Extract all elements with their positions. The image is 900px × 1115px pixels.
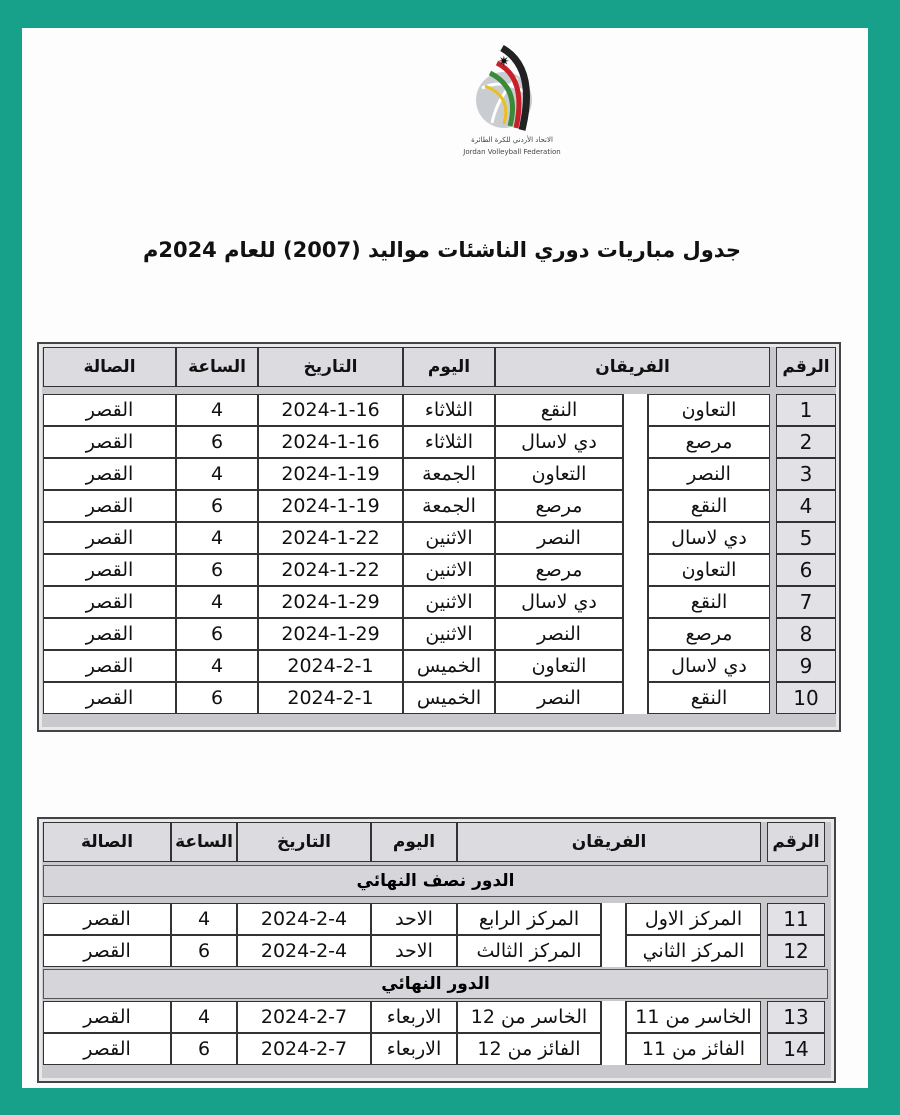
header-time: الساعة (176, 347, 258, 387)
cell-team2: الفائز من 12 (457, 1033, 601, 1065)
cell-time: 6 (176, 490, 258, 522)
cell-day: الثلاثاء (403, 394, 495, 426)
table-row (43, 490, 836, 522)
header-teams: الفريقان (457, 822, 761, 862)
cell-time: 4 (176, 394, 258, 426)
cell-number: 10 (776, 682, 836, 714)
cell-number: 12 (767, 935, 825, 967)
cell-hall: القصر (43, 903, 171, 935)
cell-team1: التعاون (648, 394, 770, 426)
cell-date: 2024-1-22 (258, 554, 403, 586)
cell-team1: الخاسر من 11 (626, 1001, 761, 1033)
team-separator (623, 586, 648, 618)
svg-text:✷: ✷ (498, 54, 510, 70)
cell-hall: القصر (43, 1001, 171, 1033)
cell-team2: دي لاسال (495, 586, 623, 618)
cell-date: 2024-2-4 (237, 903, 371, 935)
cell-time: 6 (176, 554, 258, 586)
header-day: اليوم (371, 822, 457, 862)
cell-date: 2024-1-19 (258, 490, 403, 522)
cell-date: 2024-2-7 (237, 1033, 371, 1065)
table-row (43, 935, 825, 967)
cell-team2: المركز الثالث (457, 935, 601, 967)
team-separator (623, 426, 648, 458)
final-section-label: الدور النهائي (43, 969, 828, 999)
cell-day: الاثنين (403, 586, 495, 618)
cell-team1: مرصع (648, 618, 770, 650)
cell-date: 2024-2-4 (237, 935, 371, 967)
cell-day: الاربعاء (371, 1033, 457, 1065)
cell-date: 2024-1-22 (258, 522, 403, 554)
cell-day: الاحد (371, 935, 457, 967)
header-hall: الصالة (43, 347, 176, 387)
cell-hall: القصر (43, 458, 176, 490)
header-date: التاريخ (237, 822, 371, 862)
team-separator (623, 618, 648, 650)
cell-number: 2 (776, 426, 836, 458)
cell-number: 8 (776, 618, 836, 650)
cell-date: 2024-1-29 (258, 618, 403, 650)
logo-text-english: Jordan Volleyball Federation (463, 148, 561, 156)
header-day: اليوم (403, 347, 495, 387)
cell-hall: القصر (43, 554, 176, 586)
cell-day: الثلاثاء (403, 426, 495, 458)
page-title: جدول مباريات دوري الناشئات مواليد (2007) للعام 2024م (142, 238, 742, 262)
table-row (43, 426, 836, 458)
table-row (43, 1001, 825, 1033)
cell-team1: الفائز من 11 (626, 1033, 761, 1065)
cell-number: 6 (776, 554, 836, 586)
cell-time: 6 (171, 1033, 237, 1065)
cell-date: 2024-2-7 (237, 1001, 371, 1033)
table-header-row (43, 822, 825, 862)
cell-team1: المركز الاول (626, 903, 761, 935)
cell-number: 14 (767, 1033, 825, 1065)
cell-day: الجمعة (403, 490, 495, 522)
volleyball-logo-icon (442, 38, 582, 133)
cell-team2: مرصع (495, 490, 623, 522)
team-separator (601, 935, 626, 967)
team-separator (601, 1001, 626, 1033)
cell-team2: التعاون (495, 458, 623, 490)
cell-number: 5 (776, 522, 836, 554)
cell-number: 7 (776, 586, 836, 618)
table-row (43, 682, 836, 714)
table-row (43, 1033, 825, 1065)
cell-team2: الخاسر من 12 (457, 1001, 601, 1033)
cell-day: الجمعة (403, 458, 495, 490)
cell-time: 6 (176, 682, 258, 714)
federation-logo (442, 38, 582, 163)
cell-day: الاربعاء (371, 1001, 457, 1033)
cell-number: 11 (767, 903, 825, 935)
cell-day: الاثنين (403, 554, 495, 586)
cell-team1: دي لاسال (648, 650, 770, 682)
cell-team1: النصر (648, 458, 770, 490)
cell-hall: القصر (43, 1033, 171, 1065)
table-row (43, 586, 836, 618)
cell-time: 4 (176, 522, 258, 554)
cell-number: 4 (776, 490, 836, 522)
cell-date: 2024-2-1 (258, 650, 403, 682)
header-teams: الفريقان (495, 347, 770, 387)
cell-day: الاثنين (403, 522, 495, 554)
logo-text-arabic: الاتحاد الأردني للكرة الطائرة (471, 136, 553, 144)
table-row (43, 458, 836, 490)
cell-number: 3 (776, 458, 836, 490)
cell-day: الاثنين (403, 618, 495, 650)
header-number: الرقم (767, 822, 825, 862)
cell-time: 6 (176, 426, 258, 458)
cell-hall: القصر (43, 394, 176, 426)
cell-team1: المركز الثاني (626, 935, 761, 967)
cell-number: 1 (776, 394, 836, 426)
header-hall: الصالة (43, 822, 171, 862)
cell-time: 4 (171, 903, 237, 935)
header-date: التاريخ (258, 347, 403, 387)
cell-hall: القصر (43, 935, 171, 967)
table-row (43, 522, 836, 554)
cell-hall: القصر (43, 426, 176, 458)
cell-day: الخميس (403, 682, 495, 714)
cell-time: 4 (176, 458, 258, 490)
table-row (43, 554, 836, 586)
team-separator (623, 490, 648, 522)
cell-hall: القصر (43, 490, 176, 522)
table-row (43, 618, 836, 650)
table-row (43, 903, 825, 935)
cell-team1: مرصع (648, 426, 770, 458)
cell-team2: النصر (495, 618, 623, 650)
cell-time: 6 (176, 618, 258, 650)
cell-date: 2024-2-1 (258, 682, 403, 714)
table-header-row (43, 347, 836, 387)
header-time: الساعة (171, 822, 237, 862)
cell-team1: التعاون (648, 554, 770, 586)
cell-day: الاحد (371, 903, 457, 935)
cell-hall: القصر (43, 650, 176, 682)
cell-team1: النقع (648, 586, 770, 618)
cell-time: 4 (176, 586, 258, 618)
team-separator (623, 522, 648, 554)
cell-time: 4 (176, 650, 258, 682)
cell-team2: النقع (495, 394, 623, 426)
team-separator (623, 458, 648, 490)
cell-number: 9 (776, 650, 836, 682)
cell-team2: النصر (495, 682, 623, 714)
cell-team2: التعاون (495, 650, 623, 682)
cell-time: 4 (171, 1001, 237, 1033)
header-number: الرقم (776, 347, 836, 387)
team-separator (623, 394, 648, 426)
cell-team2: المركز الرابع (457, 903, 601, 935)
cell-hall: القصر (43, 522, 176, 554)
table-row (43, 650, 836, 682)
team-separator (623, 650, 648, 682)
team-separator (623, 682, 648, 714)
cell-team1: النقع (648, 490, 770, 522)
league-schedule-table (37, 342, 841, 732)
cell-number: 13 (767, 1001, 825, 1033)
cell-date: 2024-1-16 (258, 426, 403, 458)
table-row (43, 394, 836, 426)
team-separator (601, 1033, 626, 1065)
cell-day: الخميس (403, 650, 495, 682)
cell-date: 2024-1-29 (258, 586, 403, 618)
cell-team1: دي لاسال (648, 522, 770, 554)
cell-team2: دي لاسال (495, 426, 623, 458)
cell-team1: النقع (648, 682, 770, 714)
semi-final-section-label: الدور نصف النهائي (43, 865, 828, 897)
cell-time: 6 (171, 935, 237, 967)
cell-team2: مرصع (495, 554, 623, 586)
team-separator (623, 554, 648, 586)
cell-team2: النصر (495, 522, 623, 554)
cell-hall: القصر (43, 586, 176, 618)
playoff-schedule-table (37, 817, 836, 1083)
cell-hall: القصر (43, 682, 176, 714)
team-separator (601, 903, 626, 935)
cell-date: 2024-1-19 (258, 458, 403, 490)
cell-date: 2024-1-16 (258, 394, 403, 426)
cell-hall: القصر (43, 618, 176, 650)
